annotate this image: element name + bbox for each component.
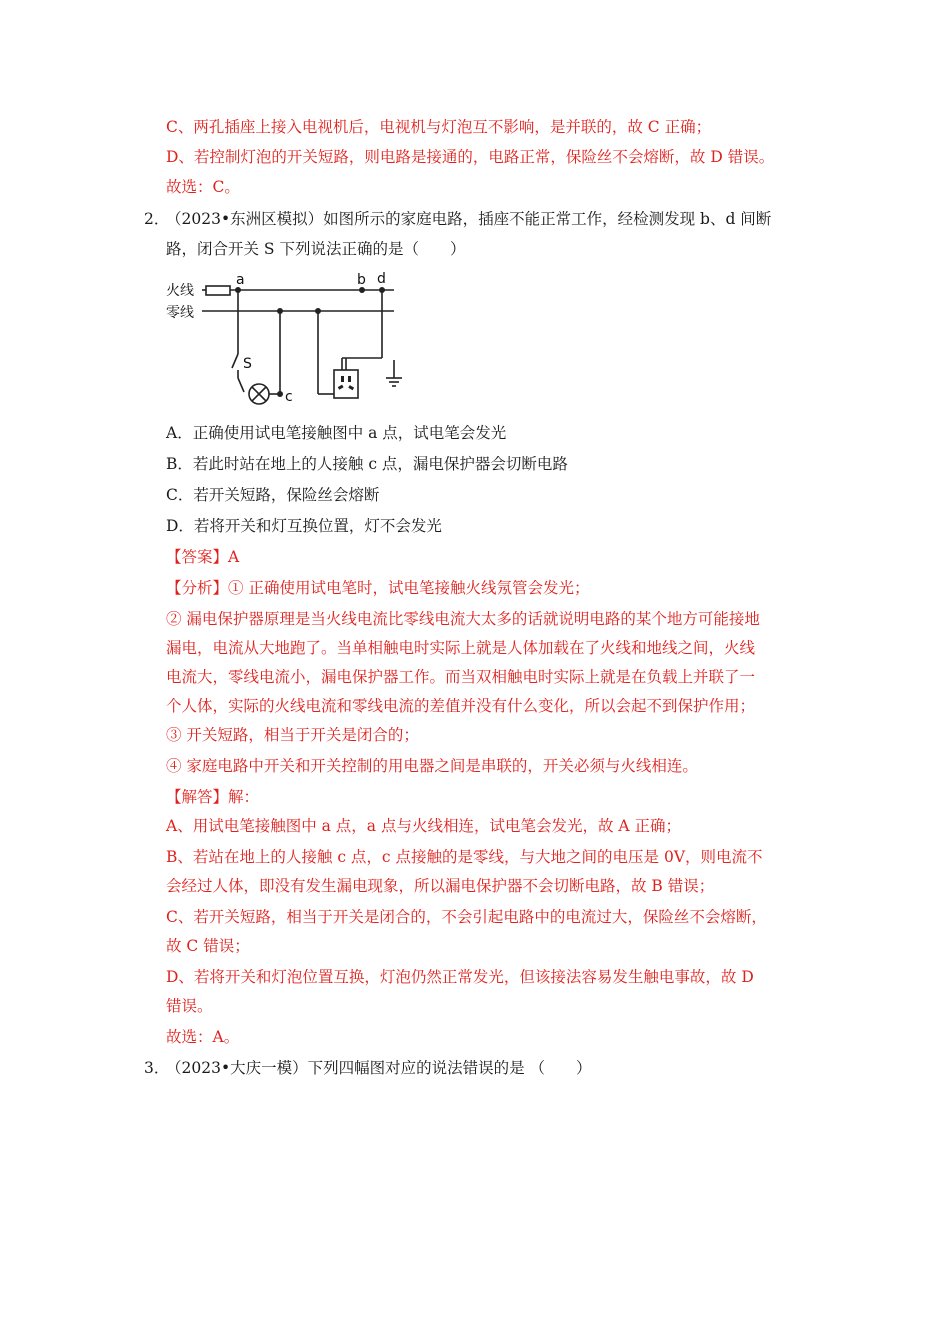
analysis-first-line bbox=[166, 577, 589, 599]
analysis-line: ③ 开关短路，相当于开关是闭合的； bbox=[166, 726, 419, 744]
solution-line: B、若站在地上的人接触 c 点，c 点接触的是零线，与大地之间的电压是 0V，则电流不 bbox=[166, 848, 763, 866]
option-d: D．若将开关和灯互换位置，灯不会发光 bbox=[166, 517, 442, 535]
household-circuit-diagram bbox=[166, 270, 418, 410]
solution-intro: 解： bbox=[228, 788, 260, 806]
switch-icon bbox=[232, 354, 238, 368]
answer-value: A bbox=[228, 548, 240, 566]
solution-line-d: D、若控制灯泡的开关短路，则电路是接通的，电路正常，保险丝不会熔断，故 D 错误。 bbox=[166, 148, 775, 166]
neutral-wire-label: 零线 bbox=[166, 305, 194, 321]
question-stem-continued: 路，闭合开关 S 下列说法正确的是（ ） bbox=[166, 240, 466, 258]
point-d-label: d bbox=[377, 271, 386, 287]
solution-line: C、若开关短路，相当于开关是闭合的，不会引起电路中的电流过大，保险丝不会熔断， bbox=[166, 908, 767, 926]
point-b-label: b bbox=[357, 272, 366, 288]
analysis-tag: 【分析】 bbox=[166, 579, 229, 597]
switch-label: S bbox=[243, 356, 252, 372]
question-number: 3． bbox=[144, 1059, 170, 1077]
point-c-label: c bbox=[285, 389, 293, 405]
fuse-icon bbox=[206, 286, 230, 295]
analysis-line: 漏电，电流从大地跑了。当单相触电时实际上就是人体加载在了火线和地线之间，火线 bbox=[166, 639, 756, 657]
live-wire-label: 火线 bbox=[166, 283, 194, 299]
solution-header bbox=[166, 786, 259, 808]
solution-choice: 故选：C。 bbox=[166, 178, 240, 196]
point-a-label: a bbox=[236, 272, 245, 288]
solution-line: D、若将开关和灯泡位置互换，灯泡仍然正常发光，但该接法容易发生触电事故，故 D bbox=[166, 968, 754, 986]
option-b: B．若此时站在地上的人接触 c 点，漏电保护器会切断电路 bbox=[166, 455, 568, 473]
answer-tag: 【答案】 bbox=[166, 548, 229, 566]
option-c: C．若开关短路，保险丝会熔断 bbox=[166, 486, 380, 504]
analysis-point-1: ① 正确使用试电笔时，试电笔接触火线氖管会发光； bbox=[228, 579, 590, 597]
solution-line: 错误。 bbox=[166, 997, 213, 1015]
solution-line: 故 C 错误； bbox=[166, 937, 250, 955]
analysis-line: ② 漏电保护器原理是当火线电流比零线电流大太多的话就说明电路的某个地方可能接地 bbox=[166, 610, 760, 628]
solution-line: A、用试电笔接触图中 a 点，a 点与火线相连，试电笔会发光，故 A 正确； bbox=[166, 817, 682, 835]
question-stem: （2023•大庆一模）下列四幅图对应的说法错误的是 （ ） bbox=[166, 1059, 592, 1077]
solution-line: 会经过人体，即没有发生漏电现象，所以漏电保护器不会切断电路，故 B 错误； bbox=[166, 877, 715, 895]
solution-choice: 故选：A。 bbox=[166, 1028, 240, 1046]
question-stem: （2023•东洲区模拟）如图所示的家庭电路，插座不能正常工作，经检测发现 b、d 间断 bbox=[166, 210, 772, 228]
socket-icon bbox=[334, 370, 358, 398]
option-a: A．正确使用试电笔接触图中 a 点，试电笔会发光 bbox=[166, 424, 507, 442]
answer-line bbox=[166, 546, 239, 568]
question-number: 2． bbox=[144, 210, 170, 228]
solution-line-c: C、两孔插座上接入电视机后，电视机与灯泡互不影响，是并联的，故 C 正确； bbox=[166, 118, 712, 136]
analysis-line: 电流大，零线电流小，漏电保护器工作。而当双相触电时实际上就是在负载上并联了一 bbox=[166, 668, 756, 686]
analysis-line: 个人体，实际的火线电流和零线电流的差值并没有什么变化，所以会起不到保护作用； bbox=[166, 697, 756, 715]
analysis-line: ④ 家庭电路中开关和开关控制的用电器之间是串联的，开关必须与火线相连。 bbox=[166, 757, 698, 775]
solution-tag: 【解答】 bbox=[166, 788, 229, 806]
